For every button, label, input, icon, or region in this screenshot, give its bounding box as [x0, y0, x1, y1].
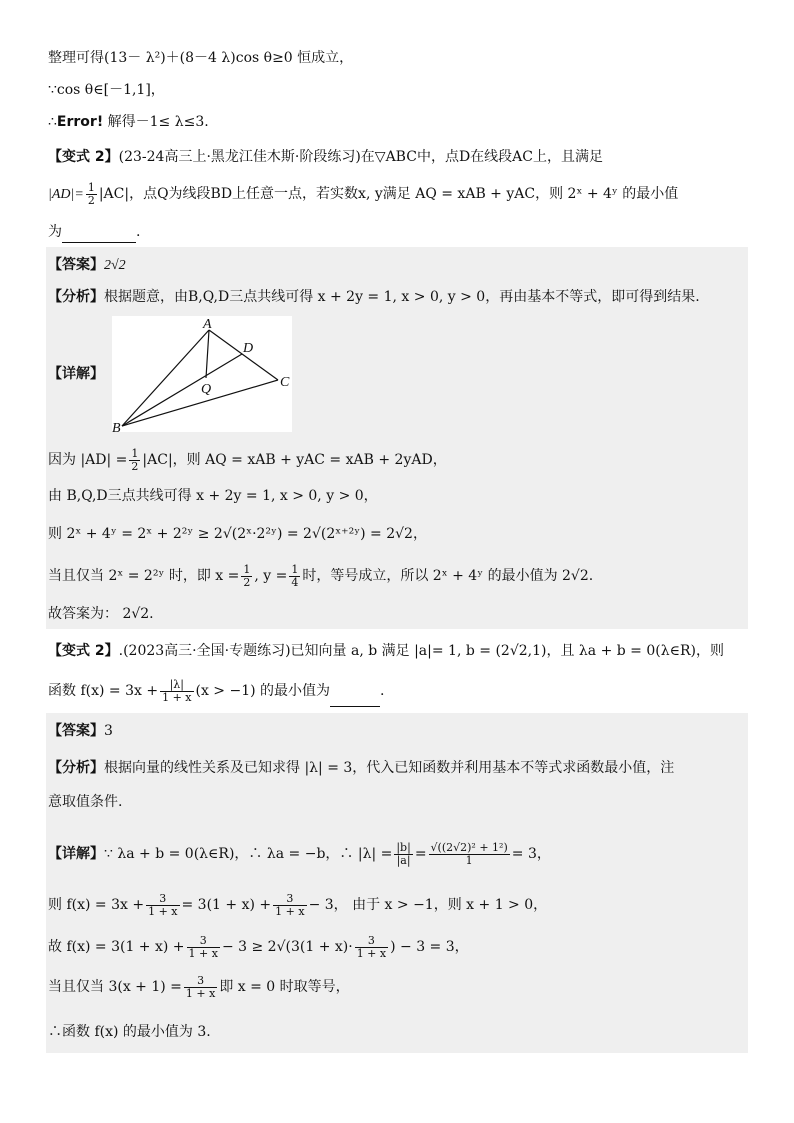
detail-1-line-1 — [48, 446, 447, 474]
line-text: = 3， — [511, 846, 551, 862]
line-text: ∵cos θ∈[－1,1]， — [48, 82, 165, 98]
fraction-numerator: 3 — [146, 893, 179, 906]
fraction — [429, 842, 510, 867]
fraction-denominator: 1 + x — [275, 904, 305, 918]
problem-1-condition — [48, 180, 678, 209]
text-line-2 — [48, 80, 165, 100]
analysis-label: 【分析】 — [48, 289, 104, 305]
line-text: 由 B,Q,D三点共线可得 x + 2y = 1, x > 0, y > 0， — [48, 488, 378, 504]
line-text: 即 x = 0 时取等号， — [219, 979, 350, 995]
segment-aq — [206, 330, 209, 378]
fraction-denominator: 2 — [87, 193, 95, 207]
problem-title: 【变式 2】 — [48, 643, 119, 659]
line-text: 则 f(x) = 3x + — [48, 897, 145, 913]
line-text: 为 — [48, 224, 62, 240]
fraction — [355, 935, 388, 960]
triangle-diagram — [112, 316, 292, 432]
detail-2-line-3 — [48, 932, 469, 962]
fraction-denominator: 4 — [291, 575, 299, 589]
detail-1-line-3 — [48, 524, 427, 544]
line-text: 故答案为： 2√2. — [48, 606, 154, 622]
fraction-denominator: 1 + x — [148, 904, 178, 918]
line-text: (x > −1) 的最小值为 — [195, 683, 331, 699]
fraction-numerator: |b| — [396, 840, 411, 854]
fraction-numerator: 3 — [355, 935, 388, 948]
line-text: . — [136, 224, 141, 240]
fraction-numerator: 1 — [243, 562, 251, 576]
vertex-label-c: C — [280, 375, 290, 390]
analysis-text: 根据向量的线性关系及已知求得 |λ| = 3，代入已知函数并利用基本不等式求函数最小值，注 — [104, 760, 675, 776]
text-line-1 — [48, 48, 353, 68]
segment-bd — [122, 354, 242, 426]
detail-1-label — [48, 364, 104, 384]
answer-blank[interactable] — [330, 676, 380, 707]
answer-label: 【答案】 — [48, 257, 104, 273]
line-text: , y = — [254, 568, 288, 584]
fraction — [184, 975, 217, 1000]
analysis-text: 根据题意，由B,Q,D三点共线可得 x + 2y = 1, x > 0, y > 0，再由基本不等式，即可得到结果. — [104, 289, 700, 305]
detail-label: 【详解】 — [48, 366, 104, 382]
line-text: − 3 ≥ 2√(3(1 + x)· — [221, 939, 353, 955]
fraction-numerator: 3 — [187, 935, 220, 948]
fraction-denominator: 2 — [243, 575, 251, 589]
detail-2-line-2 — [48, 890, 547, 920]
fraction — [241, 564, 252, 589]
vertex-label-q: Q — [201, 382, 212, 397]
fraction-numerator: 1 — [87, 180, 95, 194]
problem-1-heading — [48, 147, 603, 167]
fraction-denominator: |a| — [396, 853, 411, 867]
segment-ab — [122, 330, 212, 426]
error-text: Error! — [56, 114, 104, 130]
problem-source: (23-24高三上·黑龙江佳木斯·阶段练习)在▽ABC中，点D在线段AC上，且满足 — [118, 149, 603, 165]
analysis-2-line-1 — [48, 758, 674, 778]
line-text: 当且仅当 3(x + 1) = — [48, 979, 182, 995]
line-text: 当且仅当 2ˣ = 2²ʸ 时，即 x = — [48, 568, 240, 584]
problem-2-function — [48, 676, 385, 707]
line-text: − 3， 由于 x > −1，则 x + 1 > 0， — [308, 897, 548, 913]
detail-label: 【详解】 — [48, 846, 104, 862]
analysis-text: 意取值条件. — [48, 794, 123, 810]
fraction — [86, 182, 97, 207]
line-text: 函数 f(x) = 3x + — [48, 683, 159, 699]
fraction — [273, 893, 306, 918]
answer-value: 2√2 — [104, 258, 126, 273]
fraction-numerator: 3 — [273, 893, 306, 906]
line-text: 因为 |AD| = — [48, 452, 128, 468]
fraction-denominator: 1 + x — [162, 690, 192, 704]
line-text: 解得－1≤ λ≤3. — [103, 114, 209, 130]
problem-2-heading — [48, 641, 724, 661]
analysis-label: 【分析】 — [48, 760, 104, 776]
detail-1-line-5 — [48, 604, 154, 624]
text-line-3 — [48, 112, 209, 132]
problem-title: 【变式 2】 — [48, 149, 119, 165]
line-text: 时，等号成立，所以 2ˣ + 4ʸ 的最小值为 2√2. — [302, 568, 594, 584]
detail-1-line-2 — [48, 486, 378, 506]
fraction — [289, 564, 300, 589]
line-text: |AC|，则 AQ = xAB + yAC = xAB + 2yAD， — [142, 452, 447, 468]
line-text: 整理可得(13－ λ²)＋(8－4 λ)cos θ≥0 恒成立， — [48, 50, 354, 66]
line-text: . — [380, 683, 385, 699]
triangle-figure — [112, 316, 292, 432]
fraction-numerator: 1 — [131, 446, 139, 460]
answer-value: 3 — [104, 723, 113, 739]
vertex-label-b: B — [112, 421, 121, 432]
vertex-label-d: D — [243, 341, 254, 356]
line-text: 则 2ˣ + 4ʸ = 2ˣ + 2²ʸ ≥ 2√(2ˣ·2²ʸ) = 2√(2ˣ⁺²ʸ) = 2√2， — [48, 526, 427, 542]
answer-2 — [48, 721, 113, 741]
fraction-numerator: 3 — [184, 975, 217, 988]
line-text: = — [414, 846, 427, 862]
problem-1-blank-line — [48, 222, 140, 243]
fraction-denominator: 1 + x — [185, 986, 216, 1000]
fraction — [146, 893, 179, 918]
detail-1-line-4 — [48, 562, 593, 590]
answer-blank[interactable] — [62, 222, 136, 243]
fraction-numerator: |λ| — [160, 679, 193, 692]
fraction-numerator: √((2√2)² + 1²) — [430, 840, 508, 854]
fraction — [394, 842, 412, 867]
segment-bc — [122, 380, 278, 426]
fraction — [187, 935, 220, 960]
line-text: ) − 3 = 3， — [390, 939, 469, 955]
fraction-numerator: 1 — [291, 562, 299, 576]
fraction-denominator: 1 + x — [188, 946, 218, 960]
problem-source: .(2023高三·全国·专题练习)已知向量 a, b 满足 |a|= 1, b = (2√2,1)，且 λa + b = 0(λ∈R)，则 — [118, 643, 724, 659]
line-text: 故 f(x) = 3(1 + x) + — [48, 939, 185, 955]
fraction-denominator: 1 — [465, 853, 473, 867]
line-text: ∵ λa + b = 0(λ∈R)，∴ λa = −b，∴ |λ| = — [104, 846, 393, 862]
fraction-denominator: 1 + x — [356, 946, 387, 960]
line-text: = 3(1 + x) + — [181, 897, 272, 913]
answer-label: 【答案】 — [48, 723, 104, 739]
vertex-label-a: A — [203, 317, 212, 332]
condition-text: |AC|，点Q为线段BD上任意一点，若实数x, y满足 AQ = xAB + yAC，则 2ˣ + 4ʸ 的最小值 — [98, 186, 679, 202]
fraction — [129, 448, 140, 473]
analysis-2-line-2 — [48, 792, 122, 812]
therefore-symbol: ∴ — [48, 114, 57, 130]
fraction-denominator: 2 — [131, 459, 139, 473]
answer-1 — [48, 255, 126, 276]
analysis-1 — [48, 287, 700, 307]
fraction — [160, 679, 193, 704]
detail-2-line-5 — [48, 1022, 211, 1042]
detail-2-line-1 — [48, 834, 551, 874]
condition-text: |AD|= — [48, 187, 84, 202]
line-text: ∴函数 f(x) 的最小值为 3. — [48, 1024, 211, 1040]
detail-2-line-4 — [48, 972, 350, 1002]
